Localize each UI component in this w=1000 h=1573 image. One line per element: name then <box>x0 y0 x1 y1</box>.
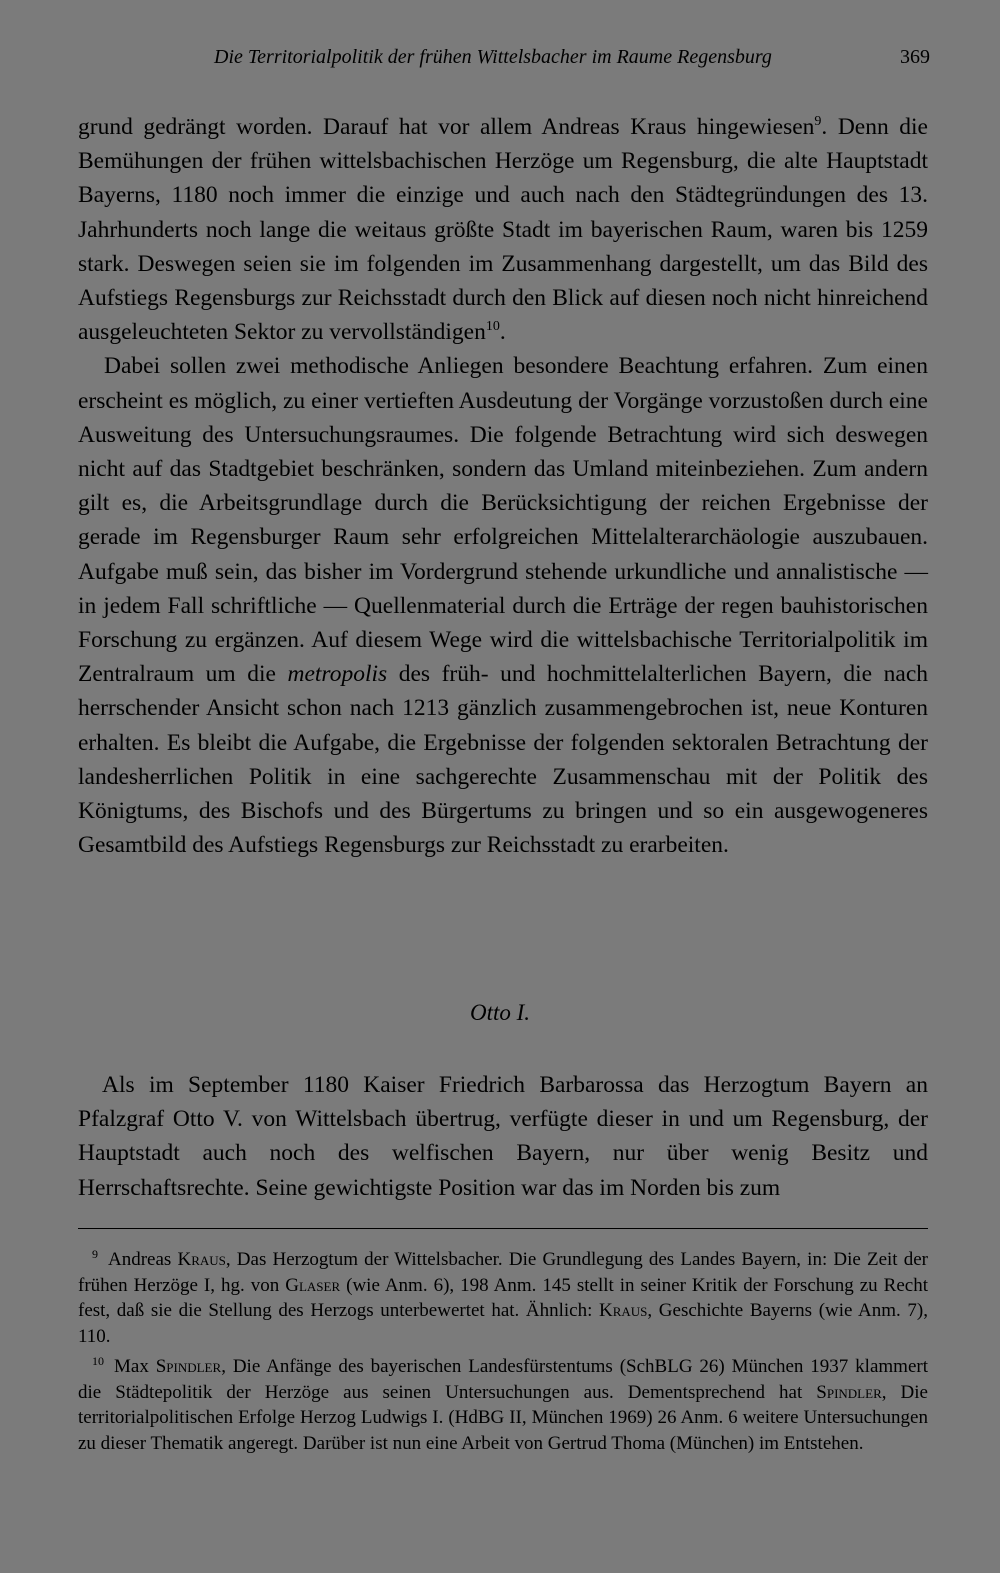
main-text <box>78 110 928 862</box>
paragraph-1-text-b: . Denn die Bemühungen der frühen wittelsbachischen Herzöge um Regensburg, die alte Hauptstadt Bayerns, 1180 noch immer die einzige und auch nach den Städtegründungen des 13. Jahrhunderts noch lange die weitaus größte Stadt im bayerischen Raum, waren bis 1259 stark. Deswegen seien sie im folgenden im Zusammenhang dargestellt, um das Bild des Aufstiegs Regensburgs zur Reichsstadt durch den Blick auf diesen noch nicht hinreichend ausgeleuchteten Sektor zu vervollständigen <box>78 114 928 346</box>
footnote-9-author-3: Kraus <box>599 1300 648 1321</box>
paragraph-2-text-b: des früh- und hochmittelalterlichen Bayern, die nach herrschender Ansicht schon nach 1213 gänzlich zusammengebrochen ist, neue Konturen erhalten. Es bleibt die Aufgabe, die Ergebnisse der folgenden sektoralen Betrachtung der landesherrlichen Politik in eine sachgerechte Zusammenschau mit der Politik des Königtums, des Bischofs und des Bürgertums zu bringen und so ein ausgewogeneres Gesamtbild des Aufstiegs Regensburgs zur Reichsstadt zu erarbeiten. <box>78 661 928 859</box>
footnote-9-text-a: Andreas <box>108 1249 178 1270</box>
paragraph-1-text-a: grund gedrängt worden. Darauf hat vor allem Andreas Kraus hingewiesen <box>78 114 815 140</box>
footnote-10-author-2: Spindler <box>816 1381 882 1403</box>
paragraph-2-text-a: Dabei sollen zwei methodische Anliegen besondere Beachtung erfahren. Zum einen erscheint es möglich, zu einer vertieften Ausdeutung der Vorgänge vorzustoßen durch eine Ausweitung des Untersuchungsraumes. Die folgende Betrachtung wird sich deswegen nicht auf das Stadtgebiet beschränken, sondern das Umland miteinbeziehen. Zum andern gilt es, die Arbeitsgrundlage durch die Berücksichtigung der reichen Ergebnisse der gerade im Regensburger Raum sehr erfolgreichen Mittelalterarchäologie auszubauen. Aufgabe muß sein, das bisher im Vordergrund stehende urkundliche und annalistische — in jedem Fall schriftliche — Quellenmaterial durch die Erträge der regen bauhistorischen Forschung zu ergänzen. Auf diesem Wege wird die wittelsbachische Territorialpolitik im Zentralraum um die <box>78 353 928 688</box>
footnote-9-text-b: , Das Herzogtum der Wittelsbacher. Die Grundlegung des Landes Bayern, in: Die Zeit der frühen Herzöge I, hg. von <box>78 1249 929 1296</box>
section-heading: Otto I. <box>469 1000 531 1025</box>
footnote-9-text-c: (wie Anm. 6), 198 Anm. 145 stellt in seiner Kritik der Forschung zu Recht fest, daß sie die Stellung des Herzogs unterbewertet hat. Ähnlich: <box>78 1274 928 1321</box>
page-number: 369 <box>900 46 930 68</box>
footnote-10-text-b: , Die Anfänge des bayerischen Landesfürstentums (SchBLG 26) München 1937 klammert die Städtepolitik der Herzöge aus seinen Untersuchungen aus. Dementsprechend hat <box>78 1356 928 1403</box>
footnote-10 <box>78 1349 928 1456</box>
footnote-divider <box>78 1228 928 1229</box>
section-paragraph: Als im September 1180 Kaiser Friedrich Barbarossa das Herzogtum Bayern an Pfalzgraf Otto V. von Wittelsbach übertrug, verfügte dieser in und um Regensburg, der Hauptstadt auch noch des welfischen Bayern, nur über wenig Besitz und Herrschaftsrechte. Seine gewichtigste Position war das im Norden bis zum <box>78 1072 928 1201</box>
footnote-10-number: 10 <box>92 1354 104 1368</box>
running-header <box>78 46 930 76</box>
paragraph-1 <box>78 110 928 349</box>
paragraph-1-text-c: . <box>499 319 506 346</box>
paragraph-2-emphasis: metropolis <box>287 661 388 688</box>
footnote-10-text-a: Max <box>114 1356 156 1377</box>
footnote-10-text-c: , Die territorialpolitischen Erfolge Herzog Ludwigs I. (HdBG II, München 1969) 26 Anm. 6 weitere Untersuchungen zu dieser Thematik angeregt. Darüber ist nun eine Arbeit von Gertrud Thoma (München) im Entstehen. <box>78 1381 928 1454</box>
footnote-9-author-2: Glaser <box>285 1274 341 1296</box>
footnotes <box>78 1242 928 1456</box>
footnote-9-number: 9 <box>92 1247 98 1261</box>
footnote-9 <box>78 1242 928 1349</box>
footnote-9-text-d: , Geschichte Bayerns (wie Anm. 7), 110. <box>78 1300 928 1347</box>
footnote-ref-9: 9 <box>814 114 822 130</box>
footnote-ref-10: 10 <box>485 319 500 335</box>
paragraph-2 <box>78 349 928 862</box>
section-text <box>78 1068 928 1205</box>
footnote-10-author-1: Spindler <box>155 1356 222 1377</box>
footnote-9-author-1: Kraus <box>177 1249 226 1270</box>
running-title: Die Territorialpolitik der frühen Wittelsbacher im Raume Regensburg <box>214 46 772 68</box>
